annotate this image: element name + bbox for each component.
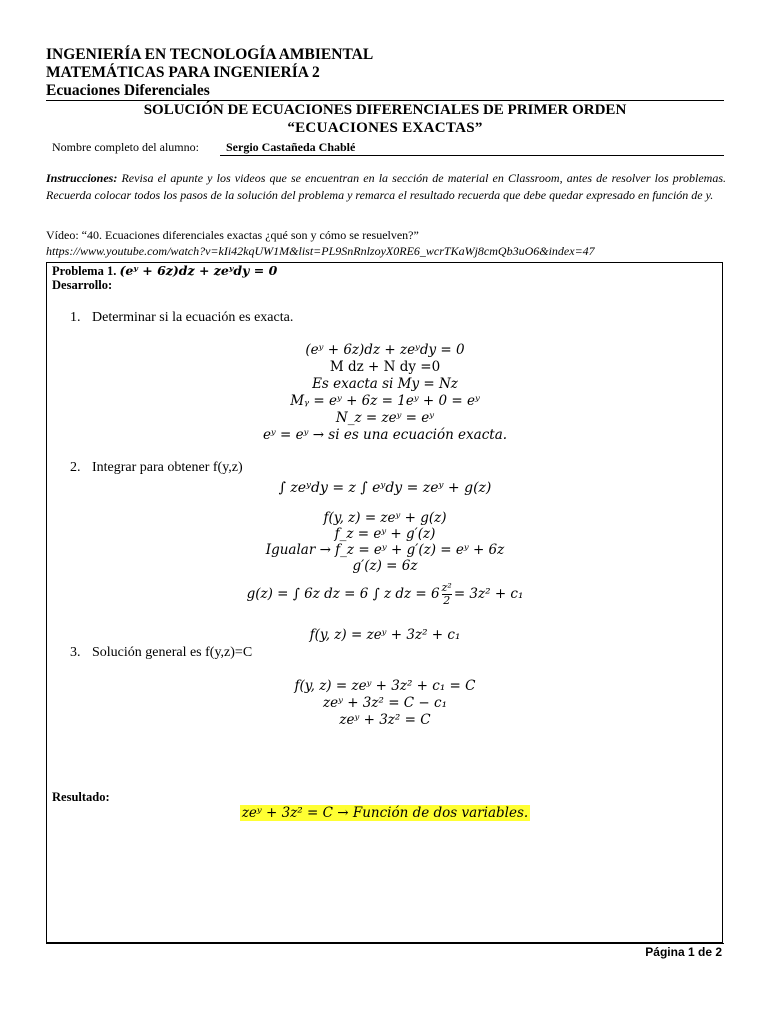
step-2 (70, 460, 243, 476)
math-line: f_z = eʸ + g′(z) (334, 526, 436, 542)
math-line: Mᵧ = eʸ + 6z = 1eʸ + 0 = eʸ (290, 393, 480, 409)
subject-title: MATEMÁTICAS PARA INGENIERÍA 2 (46, 64, 320, 81)
result-label: Resultado: (52, 790, 110, 804)
math-line: f(y, z) = zeʸ + 3z² + c₁ = C (294, 678, 476, 694)
student-name-underline (220, 155, 724, 156)
student-name: Sergio Castañeda Chablé (226, 140, 356, 154)
math-line: zeʸ + 3z² = C − c₁ (323, 695, 447, 711)
step-number: 2. (70, 460, 81, 475)
student-label: Nombre completo del alumno: (52, 140, 199, 154)
instructions-text: Revisa el apunte y los videos que se encuentran en la sección de material en Classroom, antes de resolver los problemas. Recuerda colocar todos los pasos de la solución del problema y remarca el resultado recuerda que debe quedar expresado en función de y. (46, 171, 726, 202)
g-integral-left: g(z) = ∫ 6z dz = 6 ∫ z dz = 6 (246, 586, 440, 602)
step-text: Solución general es f(y,z)=C (92, 645, 253, 660)
video-link[interactable]: https://www.youtube.com/watch?v=kIi42kqUW1M&list=PL9SnRnlzoyX0RE6_wcrTKaWj8cmQb3uO6&index=47 (46, 244, 595, 258)
instructions (46, 170, 726, 203)
math-integral-line: ∫ zeʸdy = z ∫ eʸdy = zeʸ + g(z) (278, 480, 492, 496)
step-text: Integrar para obtener f(y,z) (92, 460, 243, 475)
fraction (442, 582, 452, 607)
header-divider (46, 100, 724, 101)
footer-divider (46, 943, 724, 944)
fraction-numerator: z² (441, 581, 452, 594)
math-line: f(y, z) = zeʸ + 3z² + c₁ (309, 627, 461, 643)
fraction-denominator: 2 (443, 594, 451, 607)
instructions-label: Instrucciones: (46, 171, 118, 185)
problem-heading (52, 263, 277, 279)
video-title: Vídeo: “40. Ecuaciones diferenciales exactas ¿qué son y cómo se resuelven?” (46, 228, 419, 242)
math-line: (eʸ + 6z)dz + zeʸdy = 0 (305, 342, 465, 358)
g-integral-right: = 3z² + c₁ (453, 586, 524, 602)
topic-title: Ecuaciones Diferenciales (46, 82, 210, 99)
problem-label: Problema 1. (52, 264, 117, 278)
math-line: Es exacta si My = Nz (312, 376, 458, 392)
step-1 (70, 310, 293, 326)
development-label: Desarrollo: (52, 278, 113, 292)
math-line: g′(z) = 6z (352, 558, 418, 574)
document-title: SOLUCIÓN DE ECUACIONES DIFERENCIALES DE PRIMER ORDEN (143, 102, 627, 118)
math-line: M dz + N dy =0 (329, 359, 441, 375)
course-title: INGENIERÍA EN TECNOLOGÍA AMBIENTAL (46, 46, 374, 63)
result-text: zeʸ + 3z² = C → Función de dos variables. (241, 805, 529, 821)
step-number: 1. (70, 310, 81, 325)
step-3 (70, 645, 252, 661)
result-box (46, 805, 724, 822)
page-number: Página 1 de 2 (645, 945, 722, 959)
step-text: Determinar si la ecuación es exacta. (92, 310, 294, 325)
g-integral-line (46, 580, 724, 608)
document-subtitle: “ECUACIONES EXACTAS” (287, 120, 483, 136)
math-line: eʸ = eʸ → si es una ecuación exacta. (262, 427, 508, 443)
math-line: N_z = zeʸ = eʸ (335, 410, 435, 426)
math-line: f(y, z) = zeʸ + g(z) (323, 510, 447, 526)
problem-equation: (eʸ + 6z)dz + zeʸdy = 0 (119, 263, 278, 278)
math-line: Igualar → f_z = eʸ + g′(z) = eʸ + 6z (265, 542, 505, 558)
step-number: 3. (70, 645, 81, 660)
math-line: zeʸ + 3z² = C (339, 712, 431, 728)
